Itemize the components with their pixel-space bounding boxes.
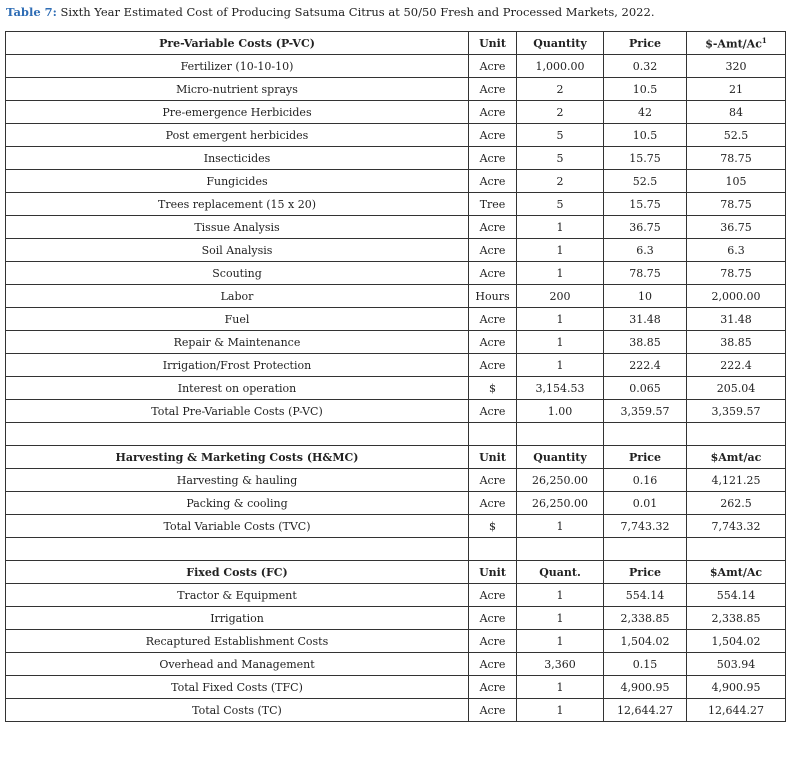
price-cell: 10 — [604, 285, 687, 308]
unit-cell: Acre — [469, 607, 517, 630]
table-row — [6, 607, 786, 630]
quantity-cell: 2 — [517, 78, 604, 101]
cost-item: Fuel — [6, 308, 469, 331]
price-cell: 10.5 — [604, 124, 687, 147]
table-row — [6, 469, 786, 492]
section-header-row — [6, 446, 786, 469]
quantity-cell: 2 — [517, 170, 604, 193]
amount-cell: 205.04 — [687, 377, 786, 400]
unit-cell: Acre — [469, 308, 517, 331]
amount-cell: 1,504.02 — [687, 630, 786, 653]
price-cell: 0.16 — [604, 469, 687, 492]
unit-cell: Acre — [469, 216, 517, 239]
unit-cell: Acre — [469, 492, 517, 515]
amount-cell: 38.85 — [687, 331, 786, 354]
unit-cell: Acre — [469, 147, 517, 170]
spacer-cell — [604, 423, 687, 446]
table-row — [6, 239, 786, 262]
spacer-cell — [469, 538, 517, 561]
price-cell: 10.5 — [604, 78, 687, 101]
spacer-cell — [604, 538, 687, 561]
unit-cell: Acre — [469, 630, 517, 653]
quantity-cell: 1 — [517, 515, 604, 538]
quantity-cell: 1 — [517, 607, 604, 630]
cost-item: Total Pre-Variable Costs (P-VC) — [6, 400, 469, 423]
table-row — [6, 584, 786, 607]
table-row — [6, 354, 786, 377]
quantity-cell: 3,360 — [517, 653, 604, 676]
amount-cell: 4,900.95 — [687, 676, 786, 699]
table-row — [6, 653, 786, 676]
spacer-cell — [517, 538, 604, 561]
price-cell: 78.75 — [604, 262, 687, 285]
unit-cell: Acre — [469, 653, 517, 676]
quantity-cell: 1,000.00 — [517, 55, 604, 78]
cost-item: Insecticides — [6, 147, 469, 170]
table-row — [6, 630, 786, 653]
section-title: Pre-Variable Costs (P-VC) — [6, 32, 469, 55]
section-header-row — [6, 561, 786, 584]
cost-item: Labor — [6, 285, 469, 308]
cost-item: Packing & cooling — [6, 492, 469, 515]
price-cell: 15.75 — [604, 193, 687, 216]
quantity-cell: 26,250.00 — [517, 492, 604, 515]
column-header: Quant. — [517, 561, 604, 584]
price-cell: 0.32 — [604, 55, 687, 78]
unit-cell: Acre — [469, 676, 517, 699]
table-row — [6, 492, 786, 515]
amount-cell: 12,644.27 — [687, 699, 786, 722]
unit-cell: Acre — [469, 400, 517, 423]
cost-item: Scouting — [6, 262, 469, 285]
table-row — [6, 124, 786, 147]
cost-item: Total Variable Costs (TVC) — [6, 515, 469, 538]
unit-cell: Acre — [469, 699, 517, 722]
cost-table-body — [6, 32, 786, 722]
table-row — [6, 676, 786, 699]
section-title: Harvesting & Marketing Costs (H&MC) — [6, 446, 469, 469]
quantity-cell: 3,154.53 — [517, 377, 604, 400]
table-row — [6, 55, 786, 78]
spacer-cell — [517, 423, 604, 446]
unit-cell: $ — [469, 377, 517, 400]
cost-item: Post emergent herbicides — [6, 124, 469, 147]
unit-cell: Acre — [469, 584, 517, 607]
quantity-cell: 200 — [517, 285, 604, 308]
quantity-cell: 1 — [517, 584, 604, 607]
cost-item: Recaptured Establishment Costs — [6, 630, 469, 653]
amount-cell: 78.75 — [687, 262, 786, 285]
cost-item: Total Fixed Costs (TFC) — [6, 676, 469, 699]
caption-label: Table 7: — [6, 5, 57, 19]
spacer-cell — [6, 423, 469, 446]
amount-cell: 84 — [687, 101, 786, 124]
unit-cell: Acre — [469, 101, 517, 124]
caption-text: Sixth Year Estimated Cost of Producing Satsuma Citrus at 50/50 Fresh and Processed Markets, 2022. — [56, 5, 655, 19]
price-cell: 554.14 — [604, 584, 687, 607]
amount-cell: 262.5 — [687, 492, 786, 515]
column-header: Unit — [469, 561, 517, 584]
cost-item: Soil Analysis — [6, 239, 469, 262]
table-row — [6, 193, 786, 216]
amount-cell: 105 — [687, 170, 786, 193]
footnote-marker: 1 — [761, 35, 767, 45]
quantity-cell: 1 — [517, 354, 604, 377]
table-row — [6, 400, 786, 423]
table-row — [6, 78, 786, 101]
amount-cell: 6.3 — [687, 239, 786, 262]
price-cell: 6.3 — [604, 239, 687, 262]
unit-cell: Tree — [469, 193, 517, 216]
cost-table — [5, 31, 786, 722]
amount-cell: 2,000.00 — [687, 285, 786, 308]
cost-item: Fertilizer (10-10-10) — [6, 55, 469, 78]
amount-cell: 503.94 — [687, 653, 786, 676]
cost-item: Micro-nutrient sprays — [6, 78, 469, 101]
unit-cell: Acre — [469, 78, 517, 101]
unit-cell: Acre — [469, 55, 517, 78]
amount-cell: 21 — [687, 78, 786, 101]
quantity-cell: 5 — [517, 147, 604, 170]
section-header-row — [6, 32, 786, 55]
cost-item: Repair & Maintenance — [6, 331, 469, 354]
price-cell: 38.85 — [604, 331, 687, 354]
cost-item: Total Costs (TC) — [6, 699, 469, 722]
quantity-cell: 1.00 — [517, 400, 604, 423]
amount-cell: 78.75 — [687, 193, 786, 216]
amount-cell: 4,121.25 — [687, 469, 786, 492]
price-cell: 15.75 — [604, 147, 687, 170]
cost-item: Interest on operation — [6, 377, 469, 400]
table-row — [6, 515, 786, 538]
amount-cell: 3,359.57 — [687, 400, 786, 423]
table-row — [6, 216, 786, 239]
price-cell: 1,504.02 — [604, 630, 687, 653]
price-cell: 4,900.95 — [604, 676, 687, 699]
table-row — [6, 331, 786, 354]
quantity-cell: 1 — [517, 331, 604, 354]
cost-item: Pre-emergence Herbicides — [6, 101, 469, 124]
table-row — [6, 308, 786, 331]
amount-cell: 222.4 — [687, 354, 786, 377]
price-cell: 36.75 — [604, 216, 687, 239]
quantity-cell: 1 — [517, 262, 604, 285]
spacer-row — [6, 538, 786, 561]
cost-item: Trees replacement (15 x 20) — [6, 193, 469, 216]
cost-item: Harvesting & hauling — [6, 469, 469, 492]
quantity-cell: 1 — [517, 308, 604, 331]
column-header: $Amt/Ac — [687, 561, 786, 584]
quantity-cell: 1 — [517, 216, 604, 239]
quantity-cell: 1 — [517, 699, 604, 722]
cost-item: Fungicides — [6, 170, 469, 193]
amount-cell: 78.75 — [687, 147, 786, 170]
cost-item: Irrigation — [6, 607, 469, 630]
amount-cell: 320 — [687, 55, 786, 78]
table-row — [6, 147, 786, 170]
table-row — [6, 101, 786, 124]
cost-item: Irrigation/Frost Protection — [6, 354, 469, 377]
table-caption — [6, 5, 654, 19]
price-cell: 52.5 — [604, 170, 687, 193]
price-cell: 222.4 — [604, 354, 687, 377]
table-row — [6, 699, 786, 722]
quantity-cell: 26,250.00 — [517, 469, 604, 492]
column-header: Price — [604, 561, 687, 584]
price-cell: 42 — [604, 101, 687, 124]
cost-item: Overhead and Management — [6, 653, 469, 676]
unit-cell: Hours — [469, 285, 517, 308]
price-cell: 0.065 — [604, 377, 687, 400]
unit-cell: Acre — [469, 469, 517, 492]
price-cell: 3,359.57 — [604, 400, 687, 423]
column-header: Price — [604, 446, 687, 469]
quantity-cell: 1 — [517, 239, 604, 262]
unit-cell: Acre — [469, 239, 517, 262]
cost-item: Tissue Analysis — [6, 216, 469, 239]
amount-cell: 2,338.85 — [687, 607, 786, 630]
spacer-cell — [687, 423, 786, 446]
quantity-cell: 5 — [517, 193, 604, 216]
spacer-cell — [6, 538, 469, 561]
price-cell: 12,644.27 — [604, 699, 687, 722]
column-header: Unit — [469, 446, 517, 469]
column-header: $-Amt/Ac$^1$ — [687, 32, 786, 55]
column-header: Quantity — [517, 446, 604, 469]
column-header: $Amt/ac — [687, 446, 786, 469]
amount-cell: 7,743.32 — [687, 515, 786, 538]
price-cell: 0.15 — [604, 653, 687, 676]
table-row — [6, 377, 786, 400]
spacer-row — [6, 423, 786, 446]
unit-cell: Acre — [469, 124, 517, 147]
quantity-cell: 2 — [517, 101, 604, 124]
cost-item: Tractor & Equipment — [6, 584, 469, 607]
price-cell: 7,743.32 — [604, 515, 687, 538]
unit-cell: Acre — [469, 354, 517, 377]
unit-cell: Acre — [469, 170, 517, 193]
amount-cell: 554.14 — [687, 584, 786, 607]
amount-cell: 36.75 — [687, 216, 786, 239]
quantity-cell: 5 — [517, 124, 604, 147]
quantity-cell: 1 — [517, 630, 604, 653]
table-row — [6, 285, 786, 308]
amount-cell: 31.48 — [687, 308, 786, 331]
spacer-cell — [687, 538, 786, 561]
quantity-cell: 1 — [517, 676, 604, 699]
price-cell: 0.01 — [604, 492, 687, 515]
unit-cell: Acre — [469, 262, 517, 285]
unit-cell: $ — [469, 515, 517, 538]
section-title: Fixed Costs (FC) — [6, 561, 469, 584]
spacer-cell — [469, 423, 517, 446]
price-cell: 2,338.85 — [604, 607, 687, 630]
amount-cell: 52.5 — [687, 124, 786, 147]
column-header: Unit — [469, 32, 517, 55]
column-header: Price — [604, 32, 687, 55]
table-row — [6, 170, 786, 193]
price-cell: 31.48 — [604, 308, 687, 331]
table-row — [6, 262, 786, 285]
unit-cell: Acre — [469, 331, 517, 354]
column-header: Quantity — [517, 32, 604, 55]
